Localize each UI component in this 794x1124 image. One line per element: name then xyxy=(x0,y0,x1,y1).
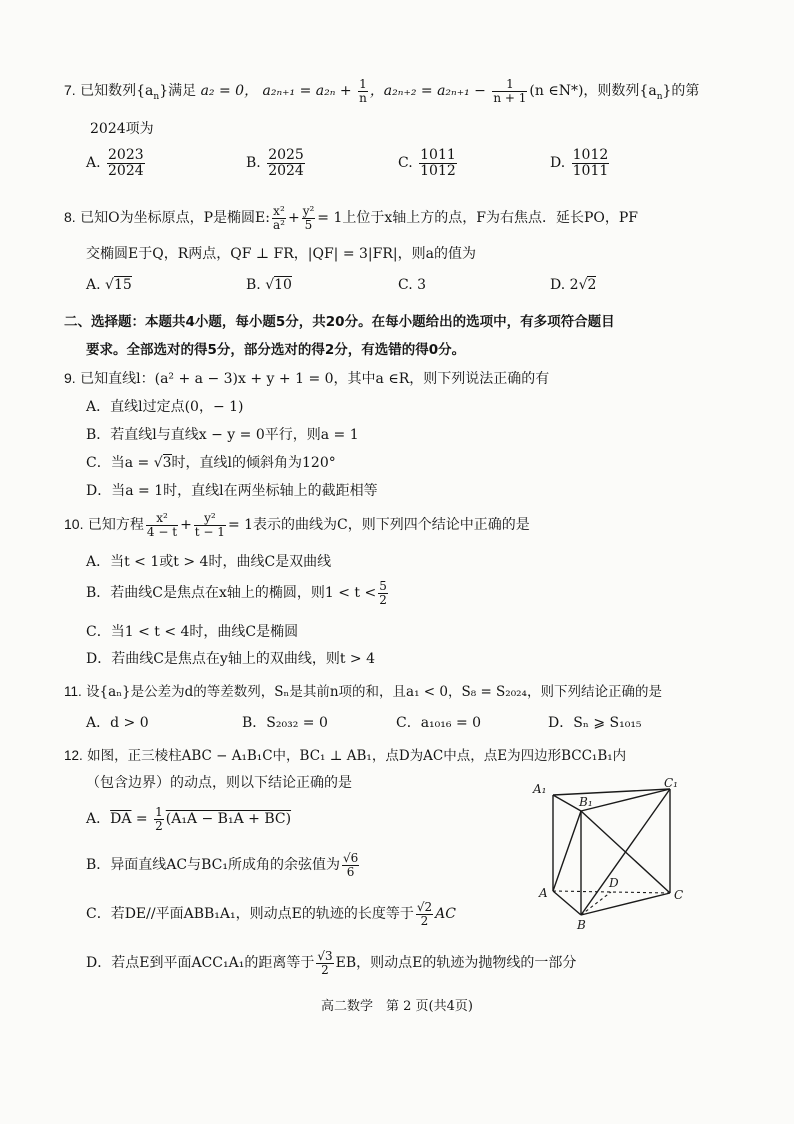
q10-option-a: A．当t < 1或t > 4时，曲线C是双曲线 xyxy=(86,554,332,570)
q12-option-d: D．若点E到平面ACC₁A₁的距离等于 $\frac{√3}{2}$ EB，则动点E的轨迹为抛物线的一部分 xyxy=(86,949,577,977)
q12-option-a: A．$\overline{DA}$ = $\frac{1}{2}$ (A₁A − B₁A + BC) xyxy=(86,805,292,833)
q8-stem-line2: 交椭圆E于Q，R两点，QF ⊥ FR，|QF| = 3|FR|，则a的值为 xyxy=(86,246,476,262)
q7-stem: 7. 已知数列$\{a_n\}$满足 a₂ = 0， a₂ₙ₊₁ = a₂ₙ + $\frac{1}{n}$ ，a₂ₙ₊₂ = a₂ₙ₊₁ − $\frac{1}{n + 1}$ (n ∈N*)，则数列$\{a_n\}$的第 xyxy=(64,77,700,105)
label-b: B xyxy=(577,918,586,932)
q7-stem-line2: 2024项为 xyxy=(90,121,154,137)
q10-y-fraction: $\frac{\text{y²}}{t - 1}$ xyxy=(194,511,225,539)
label-d: D xyxy=(609,876,619,890)
q11-option-a: A．d > 0 xyxy=(86,715,149,731)
q9-option-a: A．直线l过定点(0，− 1) xyxy=(86,399,244,415)
q11-option-c: C．a₁₀₁₆ = 0 xyxy=(396,715,482,731)
edge-a-c-hidden xyxy=(553,891,670,893)
q9-option-d: D．当a = 1时，直线l在两坐标轴上的截距相等 xyxy=(86,483,378,499)
q7-fraction-2: $\frac{1}{n + 1}$ xyxy=(493,77,527,105)
q7-option-c: C. $\frac{1011}{1012}$ xyxy=(398,147,456,179)
q8-option-a: A. √15 xyxy=(86,277,132,293)
label-c: C xyxy=(674,888,684,902)
label-b1: B₁ xyxy=(579,795,593,809)
q12-option-b: B．异面直线AC与BC₁所成角的余弦值为 $\frac{√6}{6}$ xyxy=(86,851,359,879)
q8-option-b: B. √10 xyxy=(246,277,292,293)
edge-a-b1 xyxy=(553,811,581,891)
label-a1: A₁ xyxy=(533,782,547,796)
edge-a1-c1 xyxy=(553,789,670,795)
q7-option-b: B. $\frac{2025}{2024}$ xyxy=(246,147,304,179)
q10-stem: 10. 已知方程 $\frac{\text{x²}}{4 - t}$ + $\frac{\text{y²}}{t - 1}$ = 1表示的曲线为C，则下列四个结论中正确的是 xyxy=(64,511,530,539)
q10-option-c: C．当1 < t < 4时，曲线C是椭圆 xyxy=(86,624,299,640)
q10-x-fraction: $\frac{\text{x²}}{4 - t}$ xyxy=(146,511,178,539)
label-a: A xyxy=(539,886,548,900)
q9-option-c: C．当a = √3时，直线l的倾斜角为120° xyxy=(86,455,336,471)
edge-a1-b1 xyxy=(553,795,581,811)
q8-option-c: C. 3 xyxy=(398,277,427,293)
section-2-header: 二、选择题：本题共4小题，每小题5分，共20分。在每小题给出的选项中，有多项符合题目 xyxy=(64,314,615,330)
q11-stem: 11. 设{aₙ}是公差为d的等差数列，Sₙ是其前n项的和，且a₁ < 0，S₈ = S₂₀₂₄，则下列结论正确的是 xyxy=(64,684,662,700)
section-2-header-line2: 要求。全部选对的得5分，部分选对的得2分，有选错的得0分。 xyxy=(86,342,466,358)
q10-option-b: B．若曲线C是焦点在x轴上的椭圆，则1 < t < $\frac{5}{2}$ xyxy=(86,579,387,607)
q9-option-b: B．若直线l与直线x − y = 0平行，则a = 1 xyxy=(86,427,359,443)
q7-option-d: D. $\frac{1012}{1011}$ xyxy=(550,147,609,179)
q12-stem: 12. 如图，正三棱柱ABC − A₁B₁C中，BC₁ ⊥ AB₁，点D为AC中点，点E为四边形BCC₁B₁内 xyxy=(64,748,627,764)
q12-option-c: C．若DE//平面ABB₁A₁，则动点E的轨迹的长度等于 $\frac{√2}{2}$ AC xyxy=(86,900,456,928)
q7-sequence: $\{a_n\}$ xyxy=(136,83,169,102)
edge-b1-c xyxy=(581,811,670,893)
q8-stem: 8. 已知O为坐标原点，P是椭圆E: $\frac{\text{x²}}{\text{a²}}$ + $\frac{\text{y²}}{5}$ = 1上位于x轴上方的点，F为右焦点．延长PO，PF xyxy=(64,204,639,232)
q11-option-b: B．S₂₀₃₂ = 0 xyxy=(242,715,328,731)
q8-y-fraction: $\frac{\text{y²}}{5}$ xyxy=(302,204,315,232)
q8-x-fraction: $\frac{\text{x²}}{\text{a²}}$ xyxy=(272,204,285,232)
label-c1: C₁ xyxy=(664,776,678,790)
q7-option-a: A. $\frac{2023}{2024}$ xyxy=(86,147,144,179)
q11-option-d: D．Sₙ ⩾ S₁₀₁₅ xyxy=(548,715,642,731)
q7-fraction-1: $\frac{1}{n}$ xyxy=(359,77,367,105)
q12-stem-line2: （包含边界）的动点，则以下结论正确的是 xyxy=(86,775,352,791)
q8-option-d: D. 2√2 xyxy=(550,277,597,293)
prism-figure xyxy=(525,775,705,935)
page-footer: 高二数学 第 2 页(共4页) xyxy=(321,999,473,1014)
q9-stem: 9. 已知直线l：(a² + a − 3)x + y + 1 = 0，其中a ∈R，则下列说法正确的有 xyxy=(64,370,550,387)
q11-options xyxy=(86,712,726,732)
q10-option-d: D．若曲线C是焦点在y轴上的双曲线，则t > 4 xyxy=(86,651,376,667)
q8-options xyxy=(86,277,726,297)
edge-a-b xyxy=(553,891,581,915)
